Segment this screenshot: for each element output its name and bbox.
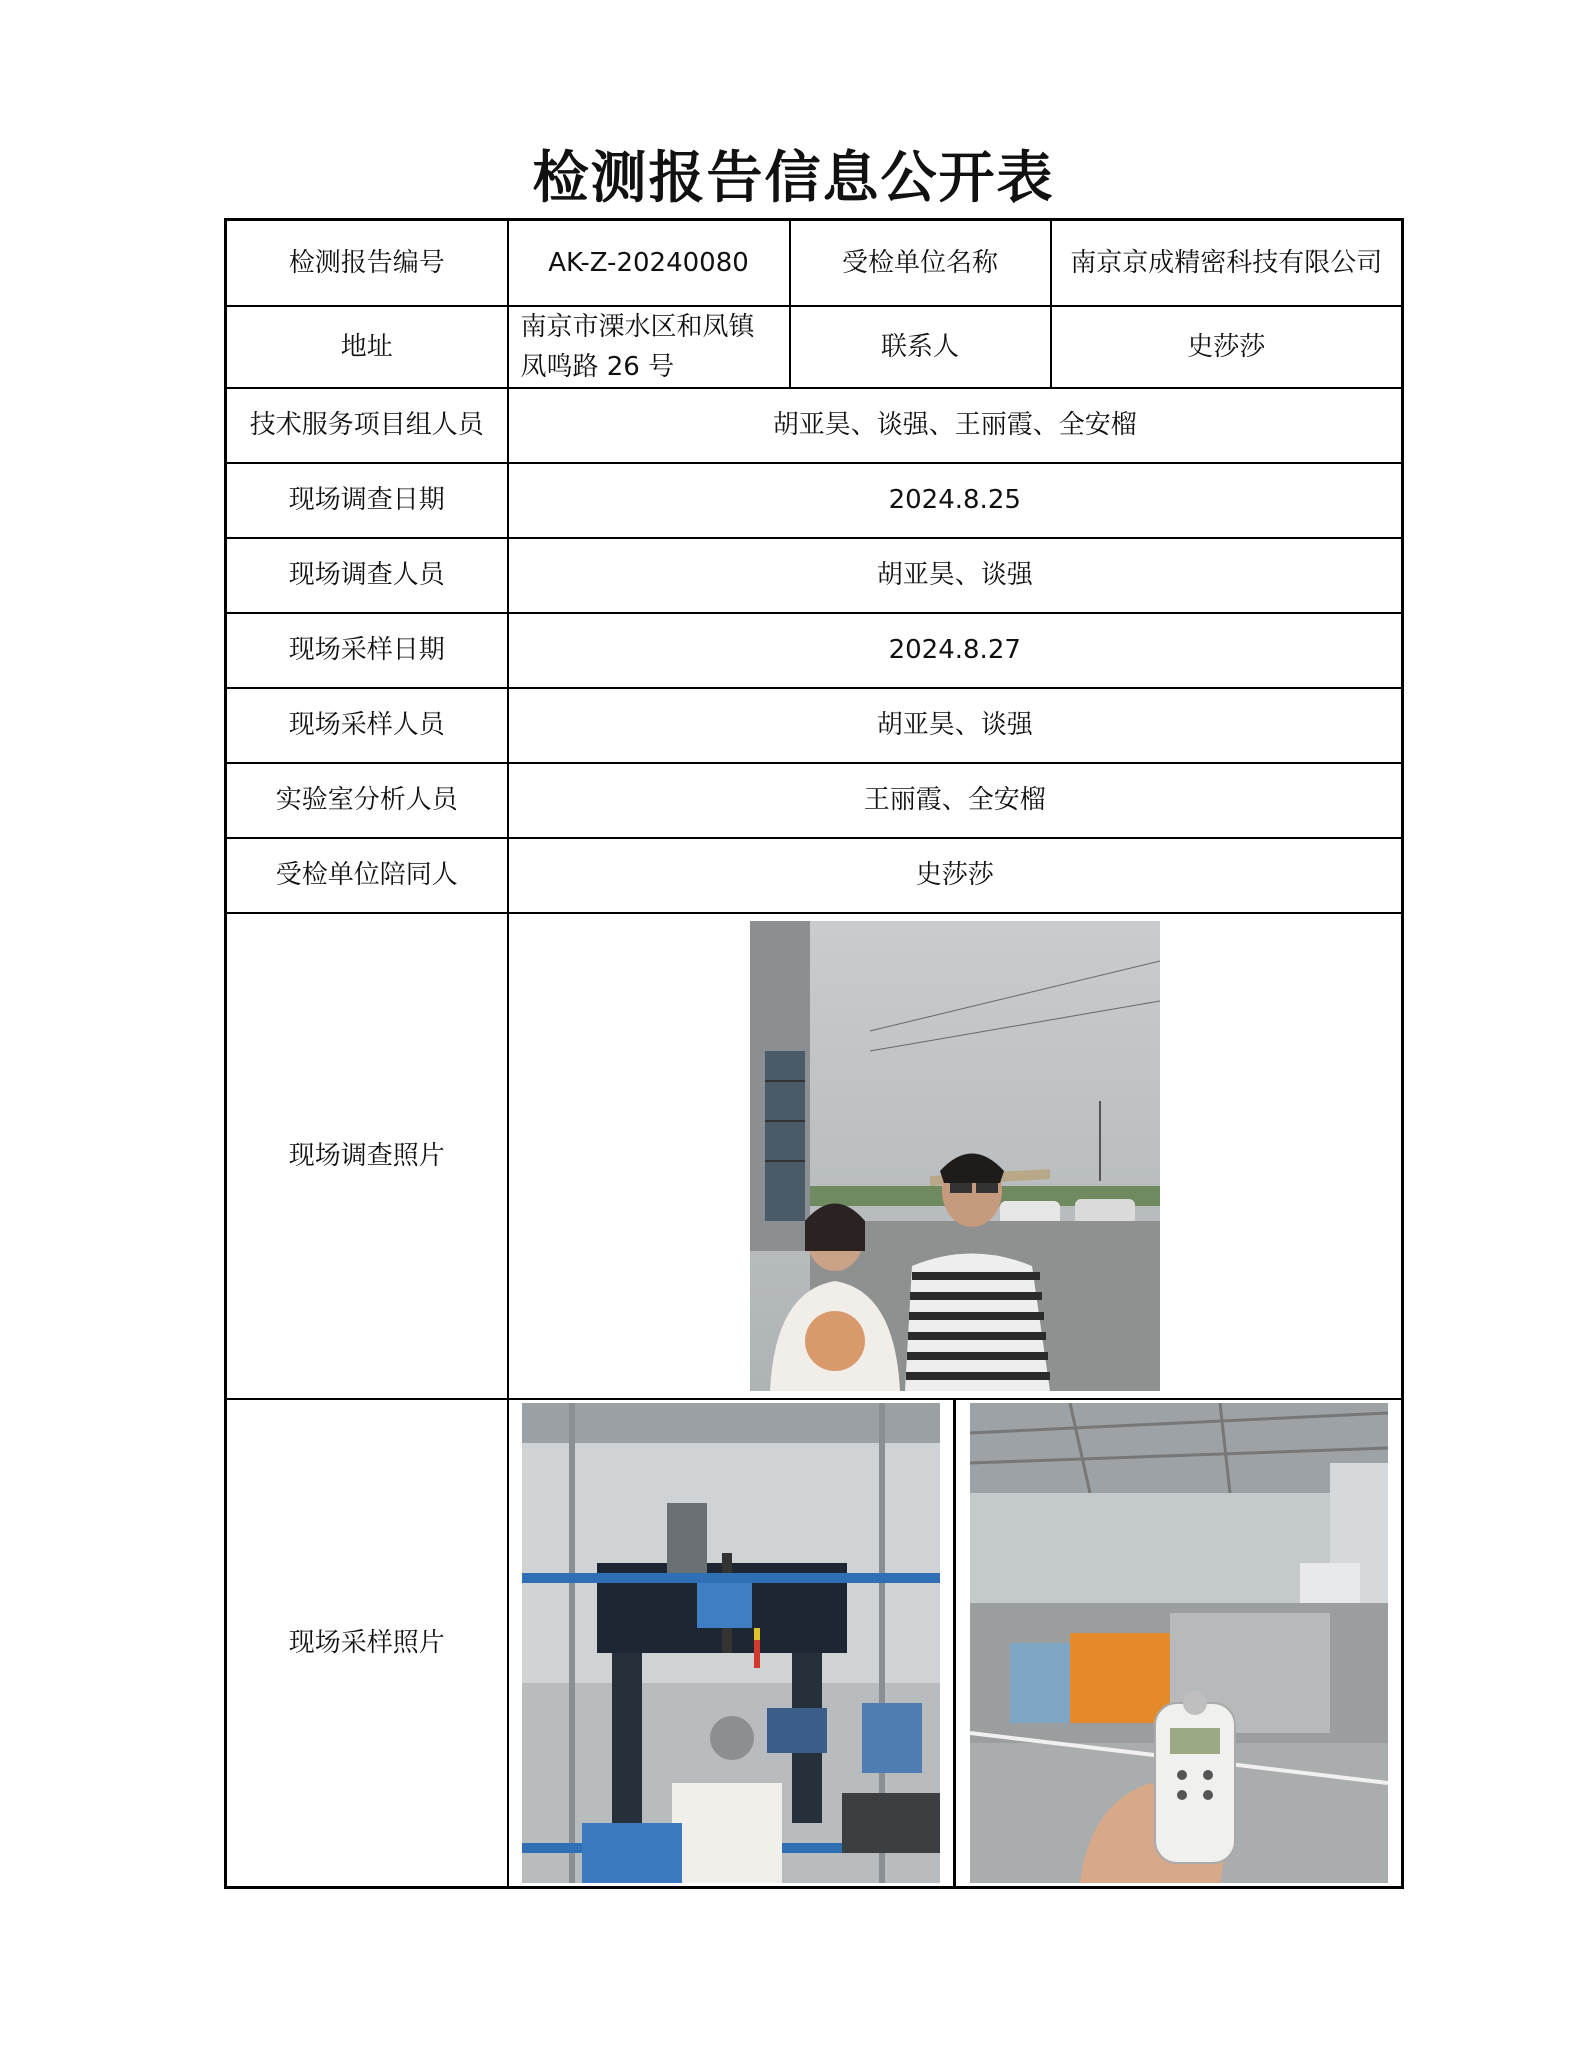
table-row [226, 388, 1403, 463]
survey-photo [750, 921, 1160, 1391]
lab-staff-label: 实验室分析人员 [226, 763, 508, 838]
sampling-photo-group [509, 1400, 1402, 1887]
team-label: 技术服务项目组人员 [226, 388, 508, 463]
escort-label: 受检单位陪同人 [226, 838, 508, 913]
table-row [226, 1399, 1403, 1888]
table-row [226, 463, 1403, 538]
team-value: 胡亚昊、谈强、王丽霞、全安榴 [508, 388, 1403, 463]
table-row [226, 913, 1403, 1399]
report-no-value: AK-Z-20240080 [508, 220, 790, 306]
escort-value: 史莎莎 [508, 838, 1403, 913]
sampling-date-value: 2024.8.27 [508, 613, 1403, 688]
table-row [226, 613, 1403, 688]
sampling-photo-meter [970, 1403, 1388, 1883]
unit-label: 受检单位名称 [790, 220, 1051, 306]
unit-value: 南京京成精密科技有限公司 [1051, 220, 1403, 306]
survey-staff-value: 胡亚昊、谈强 [508, 538, 1403, 613]
sampling-staff-value: 胡亚昊、谈强 [508, 688, 1403, 763]
report-no-label: 检测报告编号 [226, 220, 508, 306]
table-row [226, 220, 1403, 306]
page-title: 检测报告信息公开表 [532, 146, 1055, 211]
survey-photo-label: 现场调查照片 [226, 913, 508, 1399]
sampling-photo-cell [508, 1399, 1403, 1888]
sampling-photo-right-wrap [956, 1400, 1401, 1887]
sampling-photo-machine [522, 1403, 940, 1883]
survey-staff-label: 现场调查人员 [226, 538, 508, 613]
survey-photo-cell [508, 913, 1403, 1399]
address-label: 地址 [226, 306, 508, 388]
report-table [224, 218, 1404, 1889]
sampling-photo-label: 现场采样照片 [226, 1399, 508, 1888]
lab-staff-value: 王丽霞、全安榴 [508, 763, 1403, 838]
sampling-staff-label: 现场采样人员 [226, 688, 508, 763]
contact-label: 联系人 [790, 306, 1051, 388]
table-row [226, 538, 1403, 613]
survey-date-label: 现场调查日期 [226, 463, 508, 538]
contact-value: 史莎莎 [1051, 306, 1403, 388]
table-row [226, 688, 1403, 763]
sampling-date-label: 现场采样日期 [226, 613, 508, 688]
sampling-photo-left-wrap [509, 1400, 957, 1887]
table-row [226, 763, 1403, 838]
survey-date-value: 2024.8.25 [508, 463, 1403, 538]
table-row [226, 306, 1403, 388]
table-row [226, 838, 1403, 913]
address-value: 南京市溧水区和凤镇凤鸣路 26 号 [508, 306, 790, 388]
